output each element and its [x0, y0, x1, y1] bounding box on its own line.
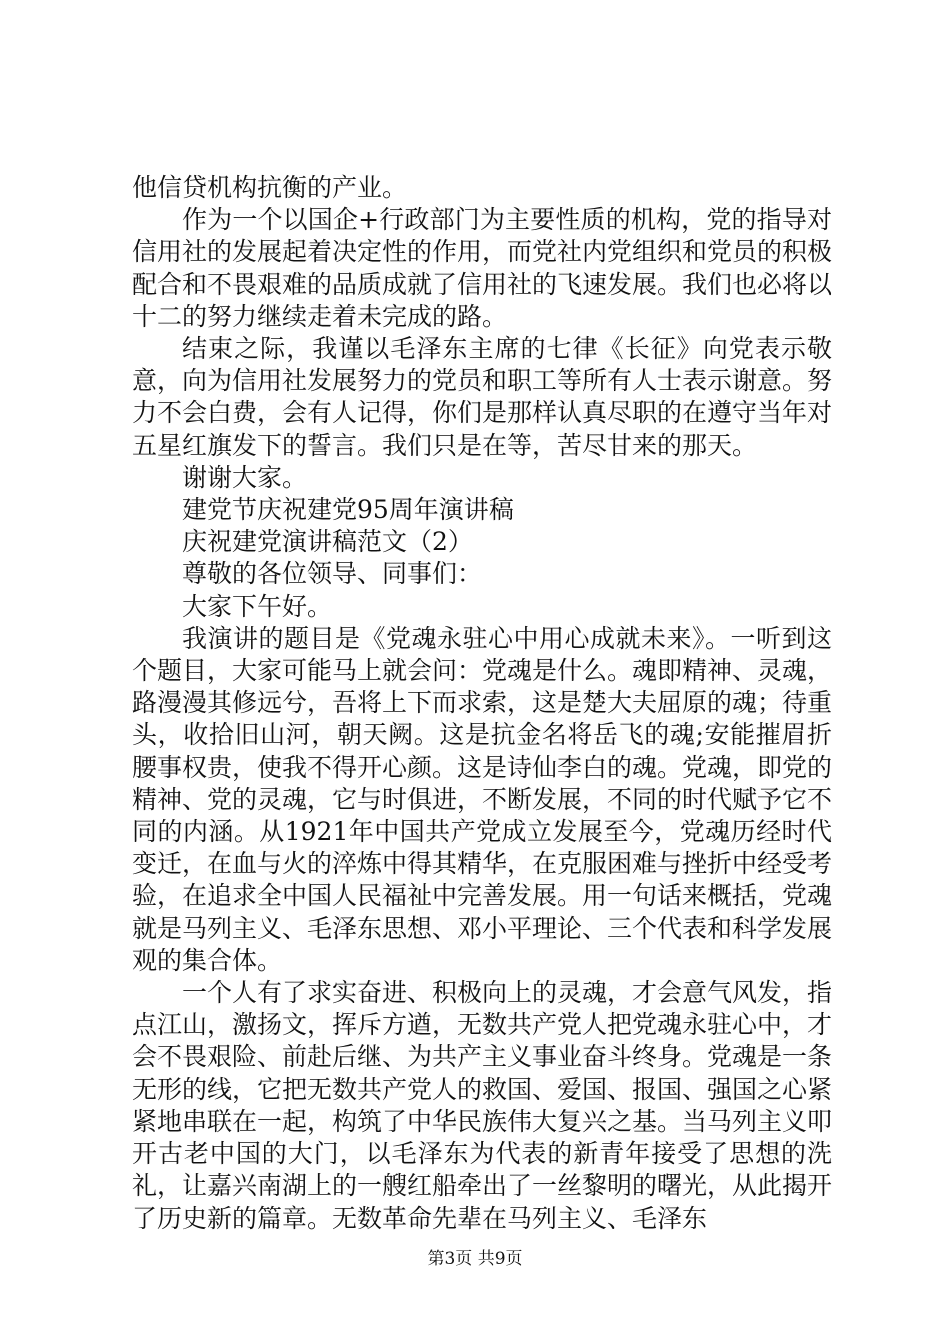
paragraph: 作为一个以国企+行政部门为主要性质的机构，党的指导对信用社的发展起着决定性的作用，而党社内党组织和党员的积极配合和不畏艰难的品质成就了信用社的飞速发展。我们也必将以十二的努力继续走着未完成的路。	[132, 205, 833, 331]
paragraph: 他信贷机构抗衡的产业。	[132, 173, 408, 202]
greeting: 大家下午好。	[182, 591, 333, 621]
paragraph: 我演讲的题目是《党魂永驻心中用心成就未来》。一听到这个题目，大家可能马上就会问：党魂是什么。魂即精神、灵魂，路漫漫其修远兮，吾将上下而求索，这是楚大夫屈原的魂；待重头，收拾旧山河，朝天阙。这是抗金名将岳飞的魂;安能摧眉折腰事权贵，使我不得开心颜。这是诗仙李白的魂。党魂，即党的精神、党的灵魂，它与时俱进，不断发展，不同的时代赋予它不同的内涵。从1921年中国共产党成立发展至今，党魂历经时代变迁，在血与火的淬炼中得其精华，在克服困难与挫折中经受考验，在追求全中国人民福祉中完善发展。用一句话来概括，党魂就是马列主义、毛泽东思想、邓小平理论、三个代表和科学发展观的集合体。	[132, 623, 833, 975]
salutation: 尊敬的各位领导、同事们：	[182, 559, 483, 589]
page-footer: 第3页 共9页	[427, 1249, 523, 1269]
paragraph: 一个人有了求实奋进、积极向上的灵魂，才会意气风发，指点江山，激扬文，挥斥方遒，无数共产党人把党魂永驻心中，才会不畏艰险、前赴后继、为共产主义事业奋斗终身。党魂是一条无形的线，它把无数共产党人的救国、爱国、报国、强国之心紧紧地串联在一起，构筑了中华民族伟大复兴之基。当马列主义叩开古老中国的大门，以毛泽东为代表的新青年接受了思想的洗礼，让嘉兴南湖上的一艘红船牵出了一丝黎明的曙光，从此揭开了历史新的篇章。无数革命先辈在马列主义、毛泽东	[132, 978, 833, 1233]
section-title: 建党节庆祝建党95周年演讲稿	[182, 495, 514, 525]
document-body	[132, 172, 832, 1235]
paragraph: 结束之际，我谨以毛泽东主席的七律《长征》向党表示敬意，向为信用社发展努力的党员和职工等所有人士表示谢意。努力不会白费，会有人记得，你们是那样认真尽职的在遵守当年对五星红旗发下的誓言。我们只是在等，苦尽甘来的那天。	[132, 334, 833, 460]
section-subtitle: 庆祝建党演讲稿范文（2）	[182, 527, 473, 557]
paragraph: 谢谢大家。	[182, 462, 308, 492]
